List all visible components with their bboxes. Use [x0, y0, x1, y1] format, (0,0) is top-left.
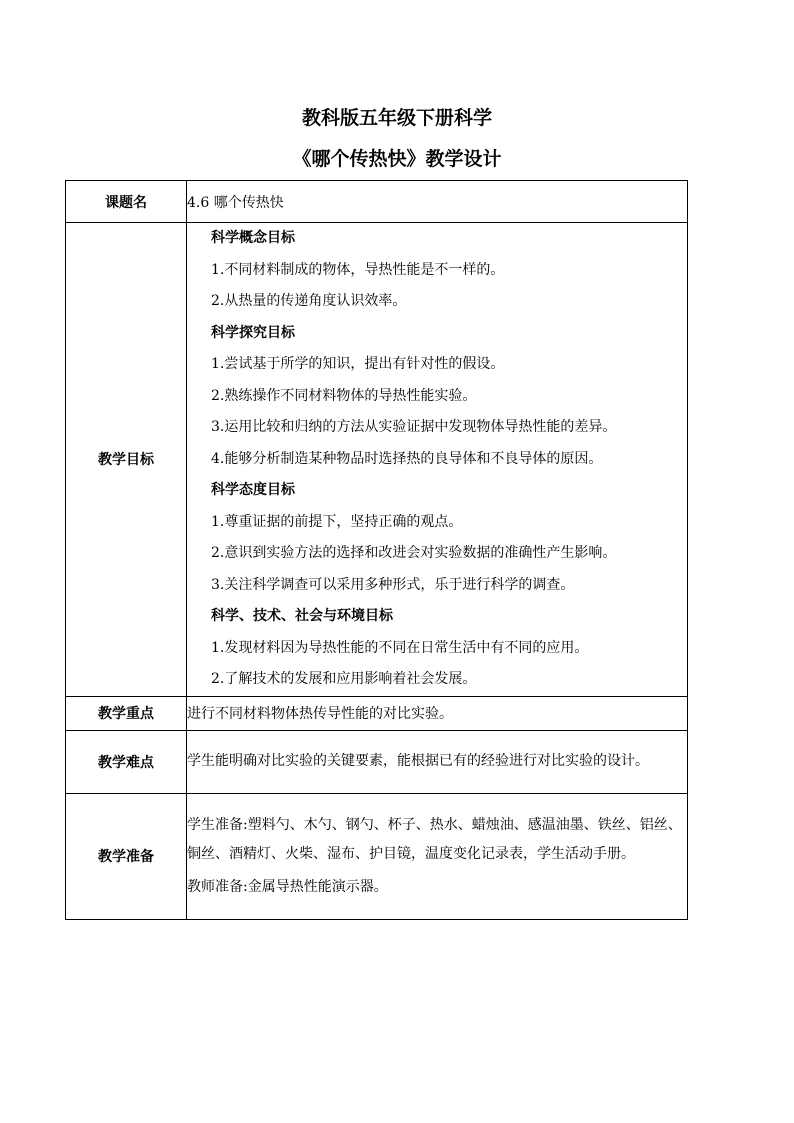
objective-heading-inquiry: 科学探究目标 [211, 324, 295, 341]
objective-item: 3.运用比较和归纳的方法从实验证据中发现物体导热性能的差异。 [211, 419, 617, 435]
objective-item: 1.不同材料制成的物体，导热性能是不一样的。 [211, 261, 505, 278]
objective-item: 1.尊重证据的前提下，坚持正确的观点。 [211, 513, 463, 530]
topic-value: 4.6 哪个传热快 [187, 181, 688, 223]
teacher-preparation: 教师准备:金属导热性能演示器。 [187, 878, 388, 895]
lesson-plan-table [65, 180, 688, 920]
objective-item: 3.关注科学调查可以采用多种形式，乐于进行科学的调查。 [211, 576, 575, 593]
objective-item: 1.发现材料因为导热性能的不同在日常生活中有不同的应用。 [211, 639, 589, 656]
document-title: 教科版五年级下册科学 [301, 107, 492, 129]
objective-item: 2.意识到实验方法的选择和改进会对实验数据的准确性产生影响。 [211, 545, 617, 561]
objectives-content [187, 223, 688, 697]
table-row-key-point [66, 696, 688, 730]
document-subtitle: 《哪个传热快》教学设计 [292, 148, 502, 170]
objective-item: 2.了解技术的发展和应用影响着社会发展。 [211, 671, 477, 687]
objective-item: 4.能够分析制造某种物品时选择热的良导体和不良导体的原因。 [211, 450, 603, 467]
table-row-objectives [66, 223, 688, 697]
objective-heading-attitude: 科学态度目标 [211, 482, 295, 498]
student-preparation: 学生准备:塑料勺、木勺、钢勺、杯子、热水、蜡烛油、感温油墨、铁丝、铝丝、铜丝、酒精灯、火柴、湿布、护目镜，温度变化记录表，学生活动手册。 [187, 816, 682, 862]
objective-heading-society: 科学、技术、社会与环境目标 [211, 608, 393, 624]
table-row-difficulty [66, 730, 688, 793]
table-row-topic [66, 181, 688, 223]
preparation-label: 教学准备 [66, 793, 187, 919]
key-point-label: 教学重点 [66, 696, 187, 730]
objective-item: 2.熟练操作不同材料物体的导热性能实验。 [211, 387, 477, 404]
table-row-preparation [66, 793, 688, 919]
objective-heading-concept: 科学概念目标 [211, 230, 295, 246]
preparation-value [187, 793, 688, 919]
difficulty-value [187, 730, 688, 793]
objective-item: 2.从热量的传递角度认识效率。 [211, 293, 407, 309]
objectives-label: 教学目标 [66, 223, 187, 697]
difficulty-text: 学生能明确对比实验的关键要素，能根据已有的经验进行对比实验的设计。 [187, 753, 649, 769]
key-point-value: 进行不同材料物体热传导性能的对比实验。 [187, 696, 688, 730]
objective-item: 1.尝试基于所学的知识，提出有针对性的假设。 [211, 356, 505, 372]
topic-label: 课题名 [66, 181, 187, 223]
difficulty-label: 教学难点 [66, 730, 187, 793]
